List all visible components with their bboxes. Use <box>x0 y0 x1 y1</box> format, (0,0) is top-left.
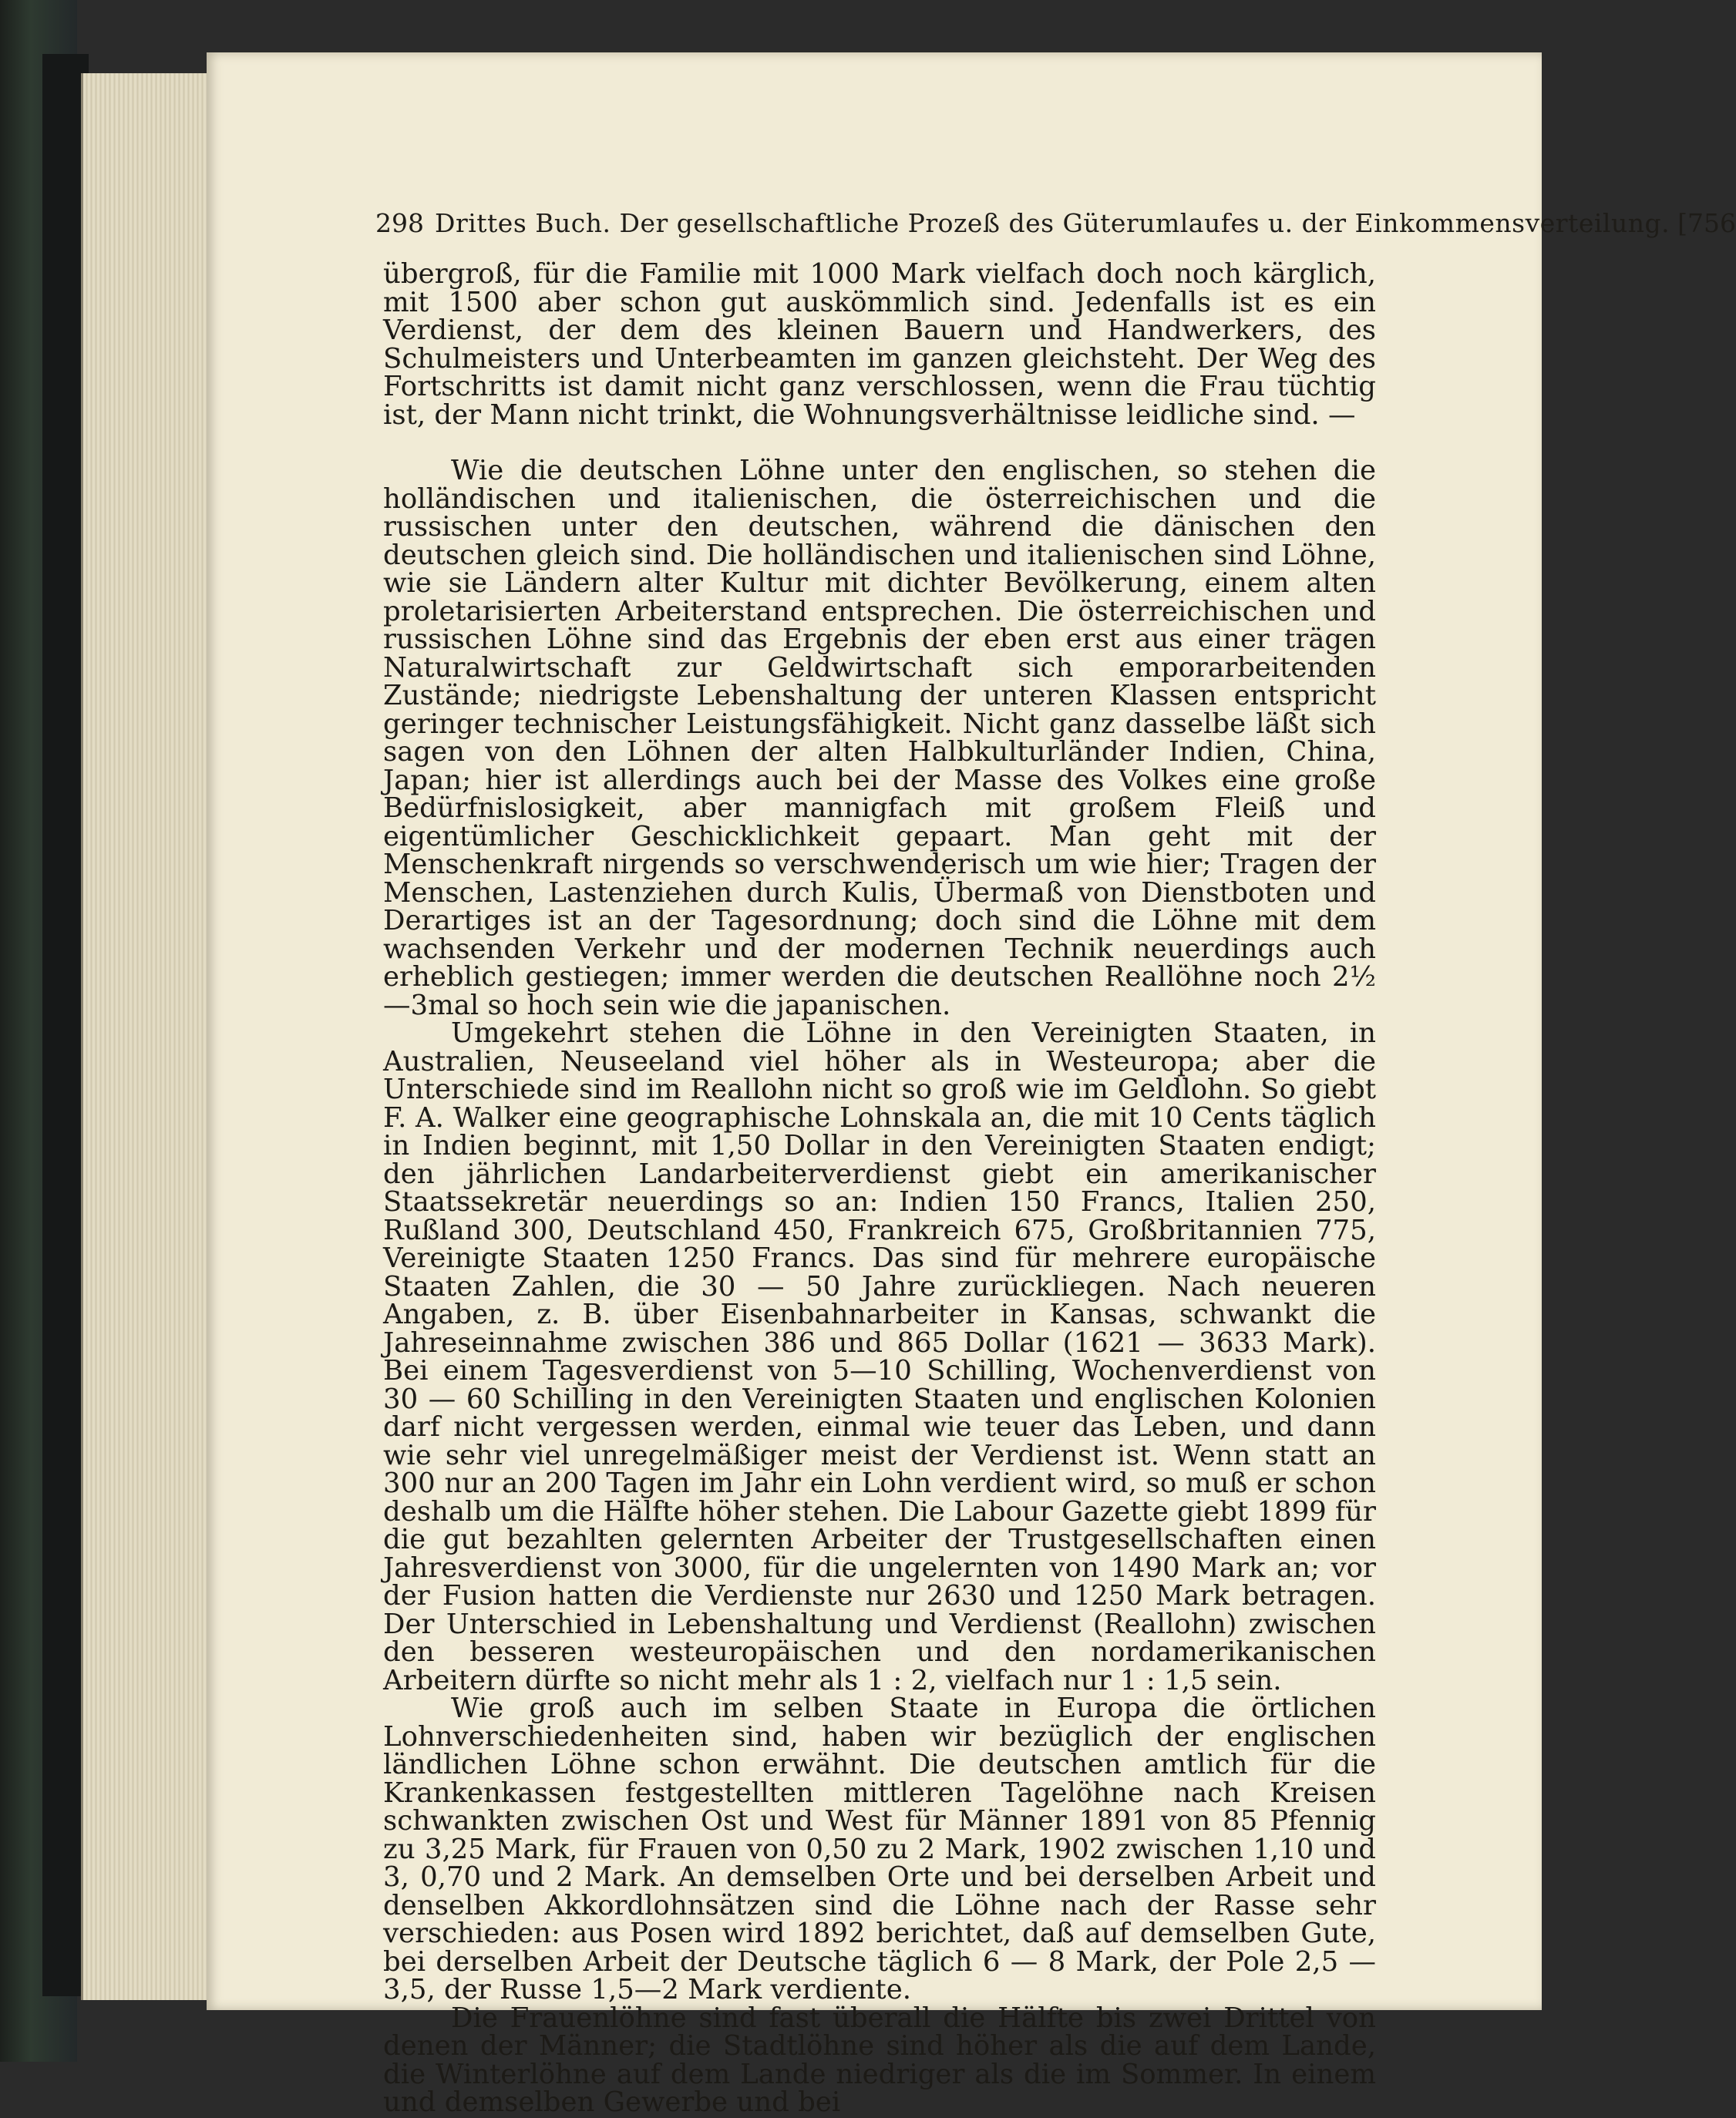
running-title: Drittes Buch. Der gesellschaftliche Prozeß des Güterumlaufes u. der Einkommensverteilung. <box>435 208 1670 238</box>
paragraph: Die Frauenlöhne sind fast überall die Hälfte bis zwei Drittel von denen der Männer; die Stadtlöhne sind höher als die auf dem Lande, die Winterlöhne auf dem Lande niedriger als die im Sommer. In einem und demselben Gewerbe und bei <box>383 2002 1376 2118</box>
page-number: 298 <box>375 208 424 238</box>
paragraph: Wie die deutschen Löhne unter den englischen, so stehen die holländischen und italienischen, die österreichischen und die russischen unter den deutschen, während die dänischen den deutschen gleich sind. Die holländischen und italienischen sind Löhne, wie sie Ländern alter Kultur mit dichter Bevölkerung, einem alten proletarisierten Arbeiterstand entsprechen. Die österreichischen und russischen Löhne sind das Ergebnis der eben erst aus einer trägen Naturalwirtschaft zur Geldwirtschaft sich emporarbeitenden Zustände; niedrigste Lebenshaltung der unteren Klassen entspricht geringer technischer Leistungsfähigkeit. Nicht ganz dasselbe läßt sich sagen von den Löhnen der alten Halbkulturländer Indien, China, Japan; hier ist allerdings auch bei der Masse des Volkes eine große Bedürfnislosigkeit, aber mannigfach mit großem Fleiß und eigentümlicher Geschicklichkeit gepaart. Man geht mit der Menschenkraft nirgends so verschwenderisch um wie hier; Tragen der Menschen, Lastenziehen durch Kulis, Übermaß von Dienstboten und Derartiges ist an der Tagesordnung; doch sind die Löhne mit dem wachsenden Verkehr und der modernen Technik neuerdings auch erheblich gestiegen; immer werden die deutschen Reallöhne noch 2½—3mal so hoch sein wie die japanischen. <box>383 455 1376 1021</box>
page-edges <box>81 73 218 2000</box>
section-number: [756 <box>1677 208 1736 238</box>
running-header <box>375 208 1736 238</box>
paragraph: Wie groß auch im selben Staate in Europa die örtlichen Lohnverschiedenheiten sind, haben wir bezüglich der englischen ländlichen Löhne schon erwähnt. Die deutschen amtlich für die Krankenkassen festgestellten mittleren Tagelöhne nach Kreisen schwankten zwischen Ost und West für Männer 1891 von 85 Pfennig zu 3,25 Mark, für Frauen von 0,50 zu 2 Mark, 1902 zwischen 1,10 und 3, 0,70 und 2 Mark. An demselben Orte und bei derselben Arbeit und denselben Akkordlohnsätzen sind die Löhne nach der Rasse sehr verschieden: aus Posen wird 1892 berichtet, daß auf demselben Gute, bei derselben Arbeit der Deutsche täglich 6 — 8 Mark, der Pole 2,5 — 3,5, der Russe 1,5—2 Mark verdiente. <box>383 1693 1376 2005</box>
paragraph: übergroß, für die Familie mit 1000 Mark vielfach doch noch kärglich, mit 1500 aber schon gut auskömmlich sind. Jedenfalls ist es ein Verdienst, der dem des kleinen Bauern und Handwerkers, des Schulmeisters und Unterbeamten im ganzen gleichsteht. Der Weg des Fortschritts ist damit nicht ganz verschlossen, wenn die Frau tüchtig ist, der Mann nicht trinkt, die Wohnungsverhältnisse leidliche sind. — <box>383 258 1376 431</box>
paragraph: Umgekehrt stehen die Löhne in den Vereinigten Staaten, in Australien, Neuseeland viel höher als in Westeuropa; aber die Unterschiede sind im Reallohn nicht so groß wie im Geldlohn. So giebt F. A. Walker eine geographische Lohnskala an, die mit 10 Cents täglich in Indien beginnt, mit 1,50 Dollar in den Vereinigten Staaten endigt; den jährlichen Landarbeiterverdienst giebt ein amerikanischer Staatssekretär neuerdings so an: Indien 150 Francs, Italien 250, Rußland 300, Deutschland 450, Frankreich 675, Großbritannien 775, Vereinigte Staaten 1250 Francs. Das sind für mehrere europäische Staaten Zahlen, die 30 — 50 Jahre zurückliegen. Nach neueren Angaben, z. B. über Eisenbahnarbeiter in Kansas, schwankt die Jahreseinnahme zwischen 386 und 865 Dollar (1621 — 3633 Mark). Bei einem Tagesverdienst von 5—10 Schilling, Wochenverdienst von 30 — 60 Schilling in den Vereinigten Staaten und englischen Kolonien darf nicht vergessen werden, einmal wie teuer das Leben, und dann wie sehr viel unregelmäßiger meist der Verdienst ist. Wenn statt an 300 nur an 200 Tagen im Jahr ein Lohn verdient wird, so muß er schon deshalb um die Hälfte höher stehen. Die Labour Gazette giebt 1899 für die gut bezahlten gelernten Arbeiter der Trustgesellschaften einen Jahresverdienst von 3000, für die ungelernten von 1490 Mark an; vor der Fusion hatten die Verdienste nur 2630 und 1250 Mark betragen. Der Unterschied in Lebenshaltung und Verdienst (Reallohn) zwischen den besseren westeuropäischen und den nordamerikanischen Arbeitern dürfte so nicht mehr als 1 : 2, vielfach nur 1 : 1,5 sein. <box>383 1017 1376 1696</box>
body-text <box>383 258 1376 2118</box>
